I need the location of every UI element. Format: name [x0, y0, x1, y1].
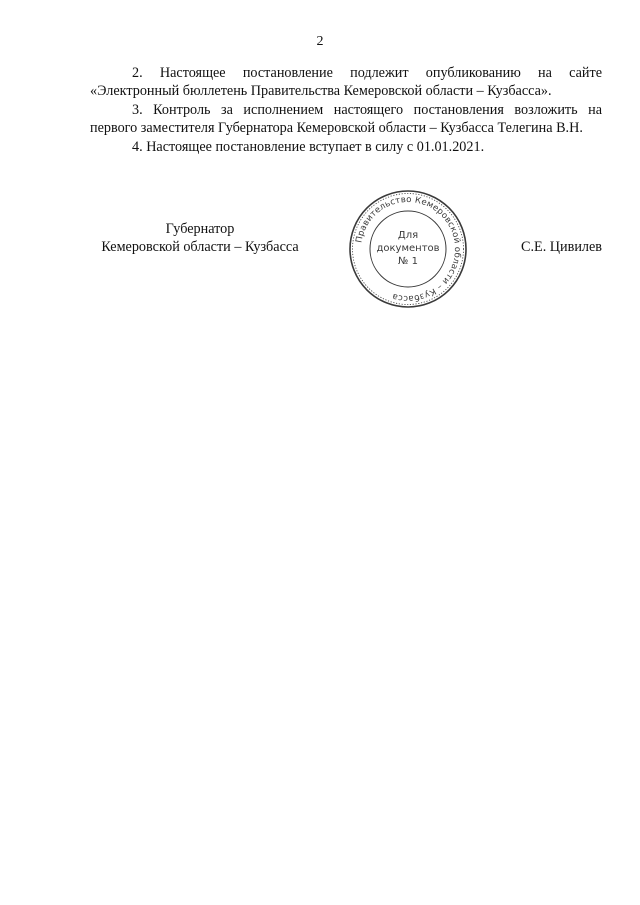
- paragraph-effective-date: 4. Настоящее постановление вступает в силу с 01.01.2021.: [132, 138, 485, 155]
- document-body: [90, 64, 602, 156]
- page-number: 2: [316, 34, 324, 49]
- paragraph-control: 3. Контроль за исполнением настоящего постановления возложить на первого заместителя Губернатора Кемеровской области – Кузбасса Телегина В.Н.: [90, 101, 602, 137]
- seal-center-line1: Для: [397, 230, 419, 241]
- official-seal-stamp: [347, 188, 469, 310]
- seal-center-line3: № 1: [398, 256, 418, 267]
- signer-name: С.Е. Цивилев: [521, 239, 602, 255]
- paragraph-publication: 2. Настоящее постановление подлежит опубликованию на сайте «Электронный бюллетень Правительства Кемеровской области – Кузбасса».: [90, 65, 602, 100]
- signer-position-title: Губернатор: [165, 221, 235, 237]
- signer-position-region: Кемеровской области – Кузбасса: [101, 239, 299, 256]
- signature-block: [90, 220, 602, 260]
- seal-icon: [347, 188, 469, 310]
- seal-center-line2: документов: [376, 243, 440, 254]
- signer-position: [90, 220, 310, 257]
- seal-ring-text: Правительство Кемеровской области – Кузбасса: [354, 194, 463, 304]
